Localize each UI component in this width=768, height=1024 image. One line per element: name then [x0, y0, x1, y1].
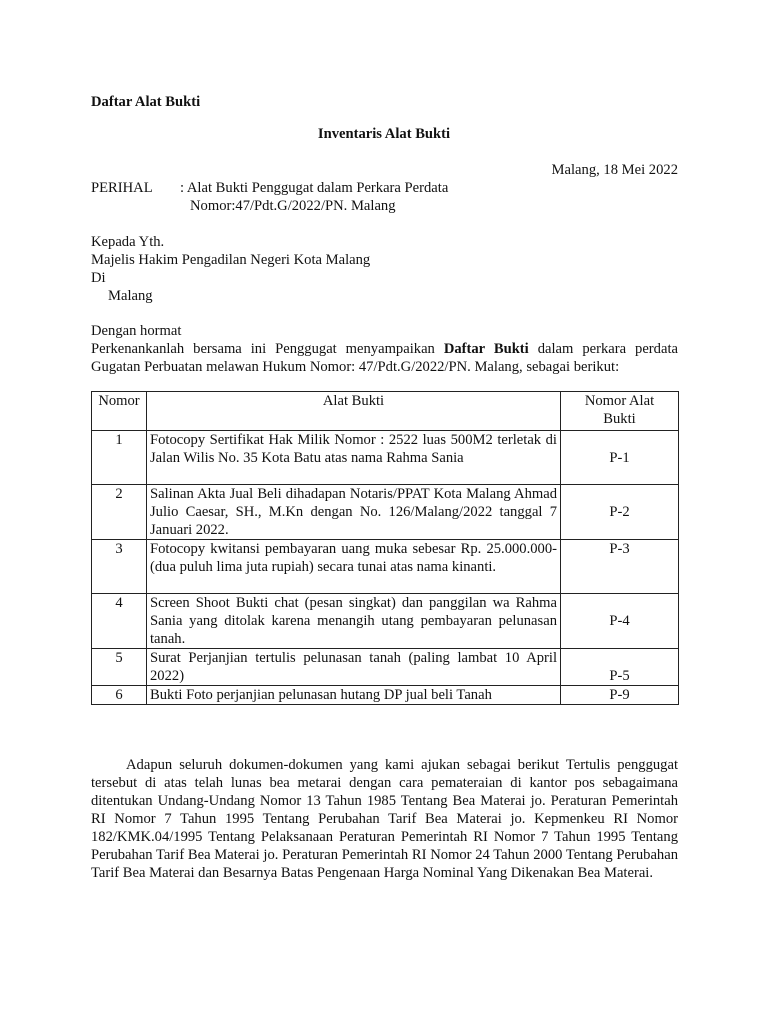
- document-subtitle: Inventaris Alat Bukti: [317, 126, 451, 142]
- header-nomor-alat-bukti-1: Nomor Alat: [584, 393, 655, 409]
- row-code: P-1: [561, 431, 679, 485]
- recipient-line-2: Majelis Hakim Pengadilan Negeri Kota Malang: [91, 252, 371, 268]
- perihal-line-1: : Alat Bukti Penggugat dalam Perkara Perdata: [180, 180, 449, 196]
- row-description: Surat Perjanjian tertulis pelunasan tanah (paling lambat 10 April 2022): [147, 649, 561, 686]
- perihal-label: PERIHAL: [91, 180, 153, 196]
- row-number: 3: [92, 540, 147, 594]
- row-code: P-5: [561, 649, 679, 686]
- row-number: 1: [92, 431, 147, 485]
- closing-paragraph: Adapun seluruh dokumen-dokumen yang kami ajukan sebagai berikut Tertulis penggugat tersebut di atas telah lunas bea metarai dengan cara pemateraian di kantor pos sebagaimana ditentukan Undang-Undang Nomor 13 Tahun 1985 Tentang Bea Materai jo. Peraturan Pemerintah RI Nomor 7 Tahun 1995 Tentang Perubahan Tarif Bea Materai jo. Kepmenkeu RI Nomor 182/KMK.04/1995 Tentang Pelaksanaan Peraturan Pemerintah RI Nomor 7 Tahun 1995 Tentang Perubahan Tarif Bea Materai jo. Peraturan Pemerintah RI Nomor 24 Tahun 2000 Tentang Perubahan Tarif Bea Materai dan Besarnya Batas Pengenaan Harga Nominal Yang Dikenakan Bea Materai.: [91, 757, 678, 881]
- row-number: 2: [92, 485, 147, 540]
- header-nomor: Nomor: [92, 392, 147, 431]
- recipient-line-1: Kepada Yth.: [91, 234, 165, 250]
- row-code: P-3: [561, 540, 679, 594]
- row-description: Fotocopy kwitansi pembayaran uang muka sebesar Rp. 25.000.000- (dua puluh lima juta rupiah) secara tunai atas nama kinanti.: [147, 540, 561, 594]
- table-row: [92, 649, 679, 686]
- greeting: Dengan hormat: [91, 323, 182, 339]
- place-date: Malang, 18 Mei 2022: [551, 162, 678, 178]
- row-number: 4: [92, 594, 147, 649]
- table-row: [92, 485, 679, 540]
- header-alat-bukti: Alat Bukti: [147, 392, 561, 431]
- intro-line-2: Gugatan Perbuatan melawan Hukum Nomor: 47/Pdt.G/2022/PN. Malang, sebagai berikut:: [91, 359, 620, 375]
- row-description: Screen Shoot Bukti chat (pesan singkat) dan panggilan wa Rahma Sania yang ditolak karena menangih utang pembayaran pelunasan tanah.: [147, 594, 561, 649]
- recipient-line-4: Malang: [108, 288, 153, 304]
- row-description: Fotocopy Sertifikat Hak Milik Nomor : 2522 luas 500M2 terletak di Jalan Wilis No. 35 Kota Batu atas nama Rahma Sania: [147, 431, 561, 485]
- intro-line-1: [91, 340, 678, 358]
- row-number: 6: [92, 686, 147, 705]
- table-row: [92, 686, 679, 705]
- row-number: 5: [92, 649, 147, 686]
- header-nomor-alat-bukti-2: Bukti: [603, 411, 636, 427]
- document-title: Daftar Alat Bukti: [91, 94, 201, 110]
- row-description: Bukti Foto perjanjian pelunasan hutang DP jual beli Tanah: [147, 686, 561, 705]
- table-row: [92, 431, 679, 485]
- row-description: Salinan Akta Jual Beli dihadapan Notaris/PPAT Kota Malang Ahmad Julio Caesar, SH., M.Kn dengan No. 126/Malang/2022 tanggal 7 Januari 2022.: [147, 485, 561, 540]
- perihal-line-2: Nomor:47/Pdt.G/2022/PN. Malang: [190, 198, 396, 214]
- table-row: [92, 594, 679, 649]
- recipient-line-3: Di: [91, 270, 106, 286]
- table-header-row: [92, 392, 679, 431]
- row-code: P-2: [561, 485, 679, 540]
- row-code: P-9: [561, 686, 679, 705]
- table-row: [92, 540, 679, 594]
- intro-text-post: dalam perkara perdata: [537, 341, 678, 357]
- intro-text-bold: Daftar Bukti: [443, 341, 529, 357]
- evidence-table: [91, 391, 679, 705]
- header-nomor-alat-bukti: [561, 392, 679, 431]
- intro-text-pre: Perkenankanlah bersama ini Penggugat menyampaikan: [91, 341, 435, 357]
- row-code: P-4: [561, 594, 679, 649]
